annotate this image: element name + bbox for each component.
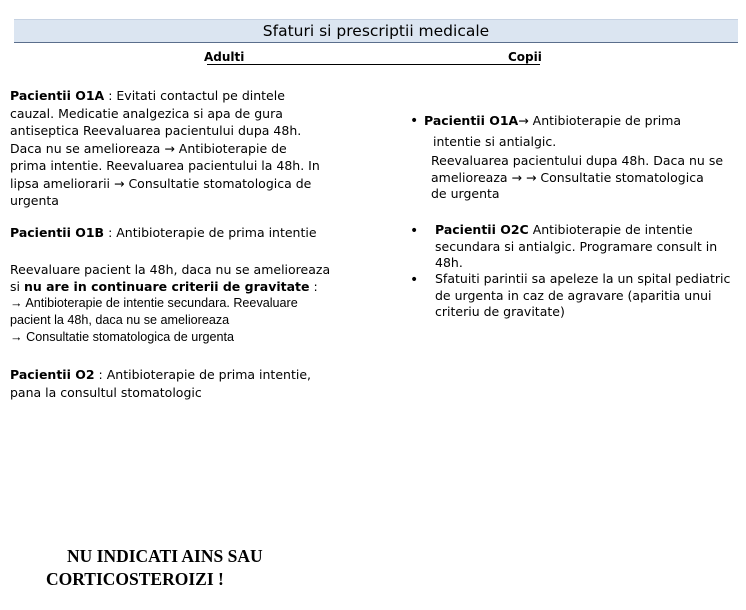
copii-o1a-text: → Antibioterapie de prima (518, 113, 682, 128)
adulti-o1a-line: Daca nu se amelioreaza → Antibioterapie de (10, 140, 287, 156)
adulti-o1a-label: Pacientii O1A (10, 88, 105, 103)
adulti-o2-section (10, 366, 311, 401)
column-divider-line (207, 64, 540, 65)
copii-sfat-line: criteriu de gravitate) (435, 304, 565, 319)
adulti-o1b-section (10, 224, 317, 242)
bullet-icon: • (410, 113, 419, 129)
warning-line-1: NU INDICATI AINS SAU (67, 546, 263, 566)
page-title: Sfaturi si prescriptii medicale (14, 19, 738, 43)
adulti-o1a-text: : Evitati contactul pe dintele (104, 88, 285, 103)
adulti-o1a-line: urgenta (10, 193, 59, 208)
adulti-reeval-line: Reevaluare pacient la 48h, daca nu se amelioreaza (10, 262, 331, 277)
adulti-reeval-criteria: nu are in continuare criterii de gravitate (23, 279, 310, 294)
adulti-o1a-line: lipsa ameliorarii → Consultatie stomatologica de (10, 175, 312, 191)
adulti-reeval-line: → Consultatie stomatologica de urgenta (10, 330, 235, 344)
copii-o2c-line: secundara si antialgic. Programare consult in (435, 238, 718, 254)
adulti-o2-text: : Antibioterapie de prima intentie, (94, 367, 311, 382)
adulti-o2-line: pana la consultul stomatologic (10, 384, 202, 400)
copii-sfat-section (435, 271, 730, 321)
bullet-icon: • (410, 272, 419, 288)
copii-o1a-label: Pacientii O1A (424, 113, 519, 128)
copii-o1a-section (424, 112, 681, 130)
copii-o1a-line2: intentie si antialgic. (433, 134, 557, 149)
copii-o1a-reeval-line: amelioreaza → → Consultatie stomatologica (431, 169, 704, 185)
adulti-o1a-line: cauzal. Medicatie analgezica si apa de gura (10, 105, 283, 121)
column-header-copii: Copii (508, 50, 542, 64)
copii-o2c-text: Antibioterapie de intentie (528, 222, 693, 237)
copii-o1a-reevaluare (431, 153, 723, 203)
adulti-reeval-line: → Antibioterapie de intentie secundara. Reevaluare (10, 296, 298, 310)
adulti-reeval-suffix: : (309, 279, 318, 294)
adulti-reeval-line: pacient la 48h, daca nu se amelioreaza (10, 313, 230, 327)
adulti-o1a-section (10, 87, 320, 210)
warning-line-2: CORTICOSTEROIZI ! (46, 569, 224, 589)
bullet-icon: • (410, 223, 419, 239)
column-header-adulti: Adulti (204, 50, 245, 64)
adulti-o2-label: Pacientii O2 (10, 367, 95, 382)
adulti-o1a-line: antiseptica Reevaluarea pacientului dupa 48h. (10, 123, 302, 138)
adulti-o1b-label: Pacientii O1B (10, 225, 105, 240)
copii-o2c-line: 48h. (435, 255, 463, 270)
copii-o1a-reeval-line: Reevaluarea pacientului dupa 48h. Daca nu se (431, 153, 724, 168)
copii-sfat-line: de urgenta in caz de agravare (aparitia unui (435, 287, 712, 303)
copii-o2c-section (435, 222, 717, 272)
copii-o1a-reeval-line: de urgenta (431, 186, 500, 201)
adulti-reevaluare-section (10, 261, 330, 346)
copii-sfat-line: Sfatuiti parintii sa apeleze la un spital pediatric (435, 271, 731, 286)
copii-o2c-label: Pacientii O2C (435, 222, 529, 237)
adulti-o1a-line: prima intentie. Reevaluarea pacientului la 48h. In (10, 158, 320, 173)
adulti-reeval-prefix: si (10, 279, 24, 294)
adulti-o1b-text: : Antibioterapie de prima intentie (104, 225, 317, 240)
